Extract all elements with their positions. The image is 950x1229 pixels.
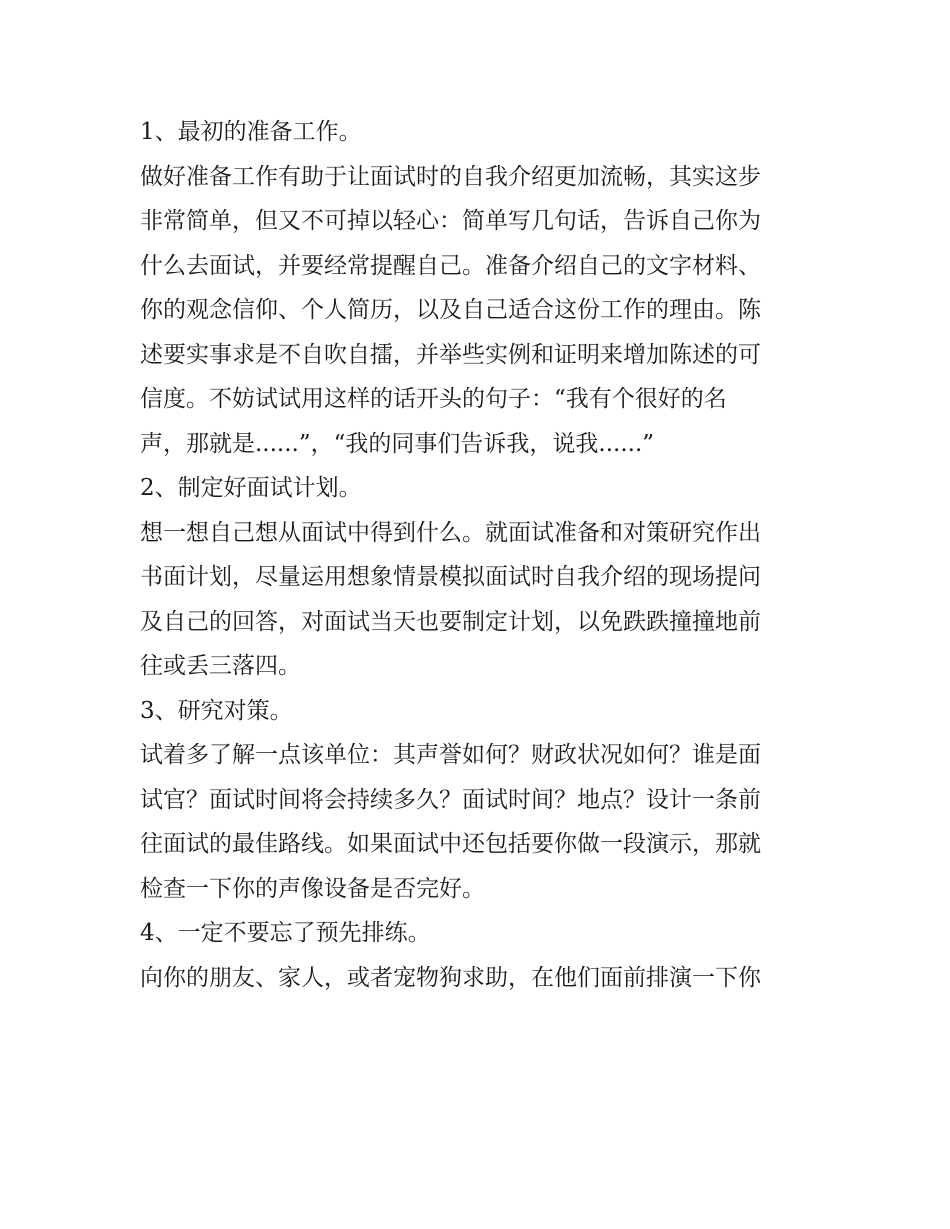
paragraph-line: 向你的朋友、家人，或者宠物狗求助，在他们面前排演一下你 [140,964,761,991]
paragraph-line: 非常简单，但又不可掉以轻心：简单写几句话，告诉自己你为 [140,208,761,234]
paragraph-line: 检查一下你的声像设备是否完好。 [140,875,485,902]
paragraph-line: 往或丢三落四。 [140,653,301,679]
paragraph-line: 试着多了解一点该单位：其声誉如何？财政状况如何？谁是面 [140,742,761,768]
heading-1: 1、最初的准备工作。 [140,119,362,145]
paragraph-line: 声，那就是......”，“我的同事们告诉我，说我......” [140,430,655,457]
paragraph-line: 什么去面试，并要经常提醒自己。准备介绍自己的文字材料、 [140,252,761,279]
paragraph-line: 往面试的最佳路线。如果面试中还包括要你做一段演示，那就 [140,831,761,857]
paragraph-line: 想一想自己想从面试中得到什么。就面试准备和对策研究作出 [140,519,761,546]
paragraph-line: 书面计划，尽量运用想象情景模拟面试时自我介绍的现场提问 [140,564,761,590]
paragraph-line: 试官？面试时间将会持续多久？面试时间？地点？设计一条前 [140,786,761,813]
heading-4: 4、一定不要忘了预先排练。 [140,920,431,946]
paragraph-line: 做好准备工作有助于让面试时的自我介绍更加流畅，其实这步 [140,163,761,190]
paragraph-line: 信度。不妨试试用这样的话开头的句子：“我有个很好的名 [140,386,727,412]
paragraph-line: 你的观念信仰、个人简历，以及自己适合这份工作的理由。陈 [140,297,761,323]
paragraph-line: 及自己的回答，对面试当天也要制定计划，以免跌跌撞撞地前 [140,608,761,635]
document-body [140,110,820,1000]
heading-2: 2、制定好面试计划。 [140,475,362,501]
paragraph-line: 述要实事求是不自吹自擂，并举些实例和证明来增加陈述的可 [140,341,761,368]
heading-3: 3、研究对策。 [140,697,293,724]
